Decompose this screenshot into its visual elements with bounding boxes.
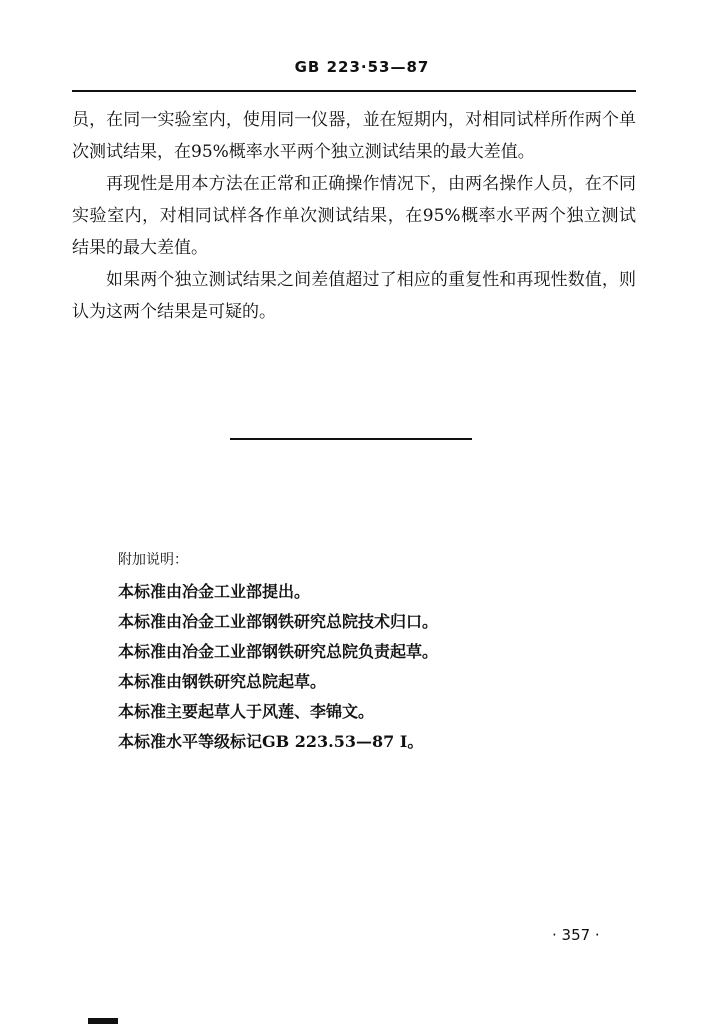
appendix-line: 本标准由冶金工业部提出。: [118, 582, 311, 601]
header-rule: [72, 90, 636, 92]
page-number: · 357 ·: [552, 926, 600, 944]
paragraph-suspicious-results: 如果两个独立测试结果之间差值超过了相应的重复性和再现性数值，则认为这两个结果是可疑的。: [72, 270, 636, 322]
appendix-line: 本标准主要起草人于风莲、李锦文。: [118, 702, 375, 721]
paragraph-continuation: 员，在同一实验室内，使用同一仪器，並在短期内，对相同试样所作两个单次测试结果，在95%概率水平两个独立测试结果的最大差值。: [72, 110, 636, 162]
body-text: [72, 104, 636, 328]
appendix-notes: [118, 549, 638, 757]
appendix-line: 本标准水平等级标记GB 223.53—87 Ⅰ。: [118, 732, 424, 751]
appendix-heading: 附加说明：: [118, 552, 188, 568]
section-divider: [230, 438, 472, 440]
scan-edge-mark: [88, 1018, 118, 1024]
appendix-line: 本标准由钢铁研究总院起草。: [118, 672, 327, 691]
appendix-line: 本标准由冶金工业部钢铁研究总院负责起草。: [118, 642, 439, 661]
page-header-code: GB 223·53—87: [294, 58, 430, 76]
paragraph-reproducibility: 再现性是用本方法在正常和正确操作情况下，由两名操作人员，在不同实验室内，对相同试样各作单次测试结果，在95%概率水平两个独立测试结果的最大差值。: [72, 174, 636, 258]
appendix-line: 本标准由冶金工业部钢铁研究总院技术归口。: [118, 612, 439, 631]
